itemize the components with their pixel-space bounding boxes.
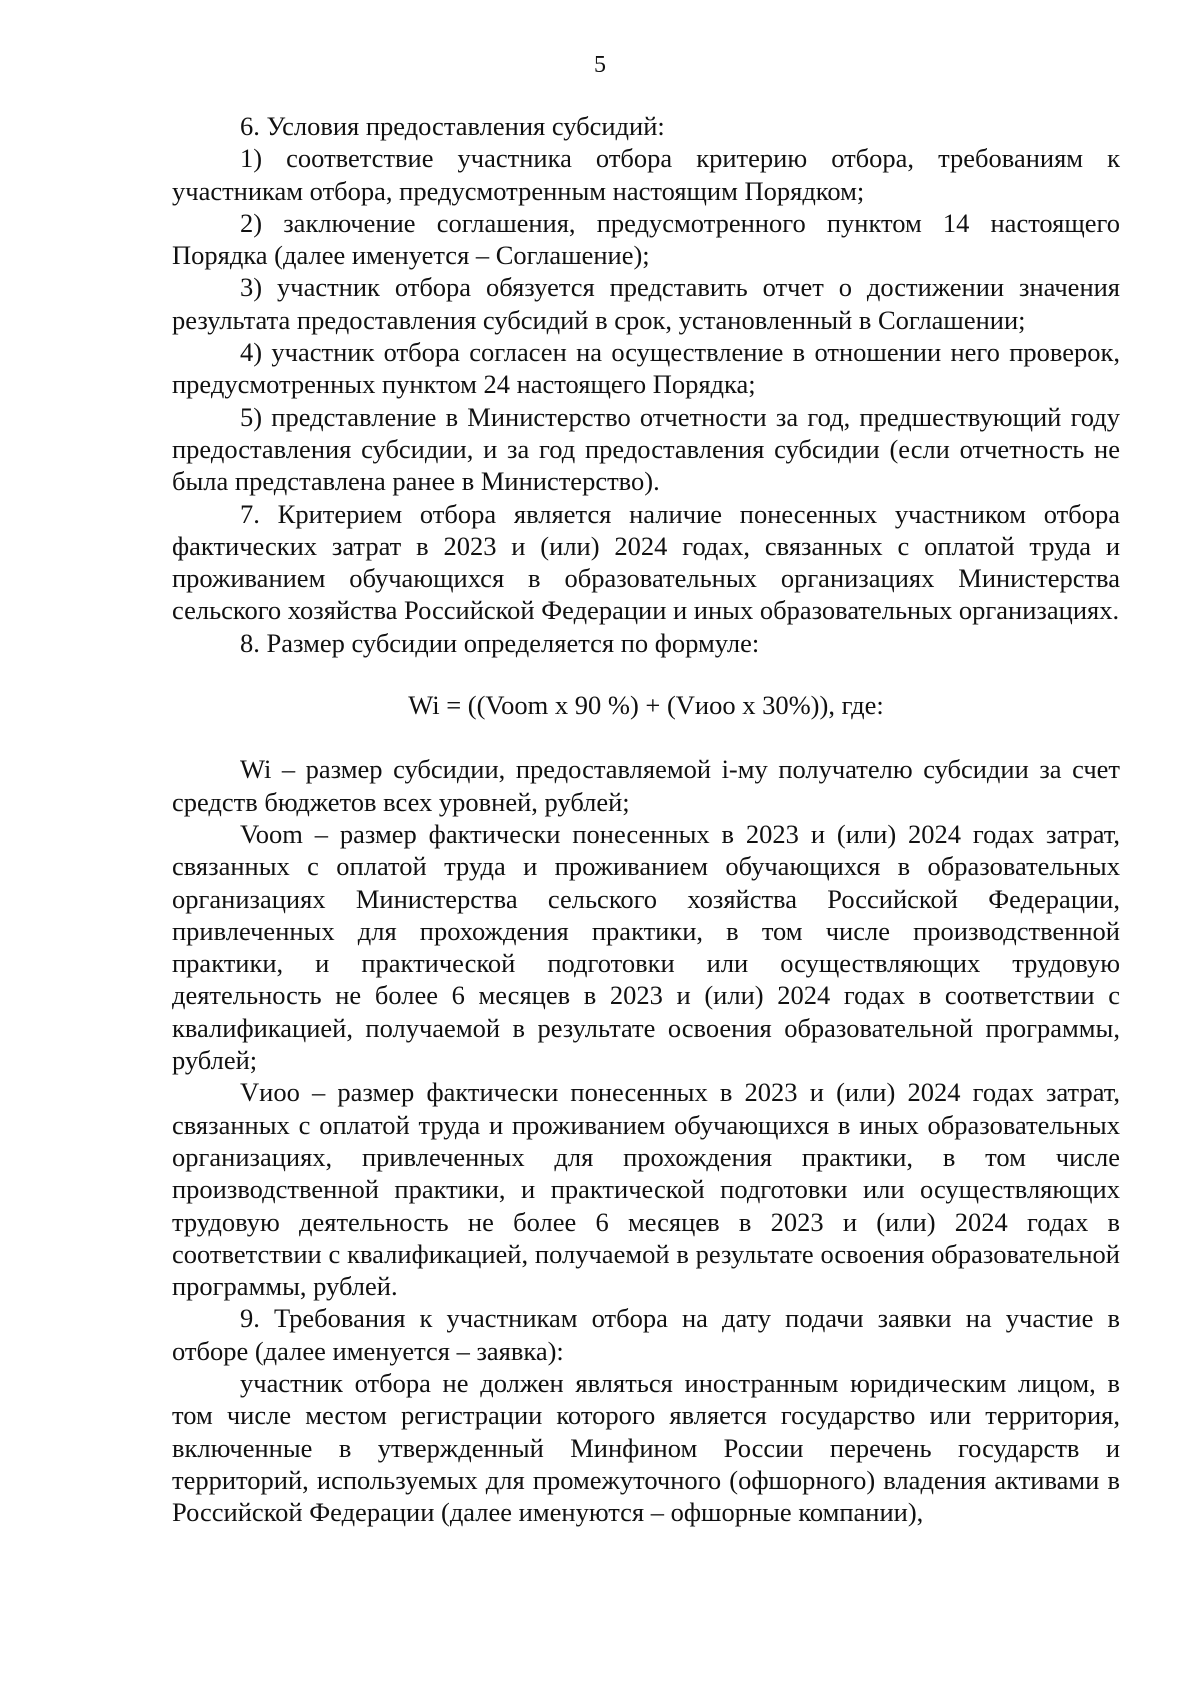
paragraph-condition-1: 1) соответствие участника отбора критерию отбора, требованиям к участникам отбора, предусмотренным настоящим Порядком; — [172, 143, 1120, 206]
paragraph-selection-criterion: 7. Критерием отбора является наличие понесенных участником отбора фактических затрат в 2023 и (или) 2024 годах, связанных с оплатой труда и проживанием обучающихся в образовательных организациях Министерства сельского хозяйства Российской Федерации и иных образовательных организациях. — [172, 498, 1120, 626]
paragraph-offshore-requirement: участник отбора не должен являться иностранным юридическим лицом, в том числе местом регистрации которого является государство или территория, включенные в утвержденный Минфином России перечень государств и территорий, используемых для промежуточного (офшорного) владения активами в Российской Федерации (далее именуются – офшорные компании), — [172, 1367, 1120, 1528]
paragraph-conditions-heading: 6. Условия предоставления субсидий: — [240, 111, 665, 141]
paragraph-condition-5: 5) представление в Министерство отчетности за год, предшествующий году предоставления субсидии, и за год предоставления субсидии (если отчетность не была представлена ранее в Министерство). — [172, 401, 1120, 497]
paragraph-participant-requirements: 9. Требования к участникам отбора на дату подачи заявки на участие в отборе (далее именуется – заявка): — [172, 1303, 1120, 1366]
paragraph-condition-2: 2) заключение соглашения, предусмотренного пунктом 14 настоящего Порядка (далее именуется – Соглашение); — [172, 207, 1120, 271]
paragraph-subsidy-size: 8. Размер субсидии определяется по формуле: — [240, 627, 760, 658]
subsidy-formula: Wi = ((Voom x 90 %) + (Vиoo x 30%)), где: — [408, 690, 884, 721]
page-number: 5 — [594, 52, 606, 78]
definition-vioo: Vиoo – размер фактически понесенных в 2023 и (или) 2024 годах затрат, связанных с оплатой труда и проживанием обучающихся в иных образовательных организациях, привлеченных для прохождения практики, в том числе производственной практики, и практической подготовки или осуществляющих трудовую деятельность не более 6 месяцев в 2023 и (или) 2024 годах в соответствии с квалификацией, получаемой в результате освоения образовательной программы, рублей. — [172, 1077, 1120, 1302]
definition-voom: Voom – размер фактически понесенных в 2023 и (или) 2024 годах затрат, связанных с оплатой труда и проживанием обучающихся в образовательных организациях Министерства сельского хозяйства Российской Федерации, привлеченных для прохождения практики, в том числе производственной практики, и практической подготовки или осуществляющих трудовую деятельность не более 6 месяцев в 2023 и (или) 2024 годах в соответствии с квалификацией, получаемой в результате освоения образовательной программы, рублей; — [172, 818, 1120, 1076]
paragraph-condition-3: 3) участник отбора обязуется представить отчет о достижении значения результата предоставления субсидий в срок, установленный в Соглашении; — [172, 272, 1120, 335]
document-body — [172, 110, 1120, 1528]
definition-wi: Wi – размер субсидии, предоставляемой i-му получателю субсидии за счет средств бюджетов всех уровней, рублей; — [172, 754, 1120, 817]
paragraph-condition-4: 4) участник отбора согласен на осуществление в отношении него проверок, предусмотренных пунктом 24 настоящего Порядка; — [172, 337, 1120, 400]
